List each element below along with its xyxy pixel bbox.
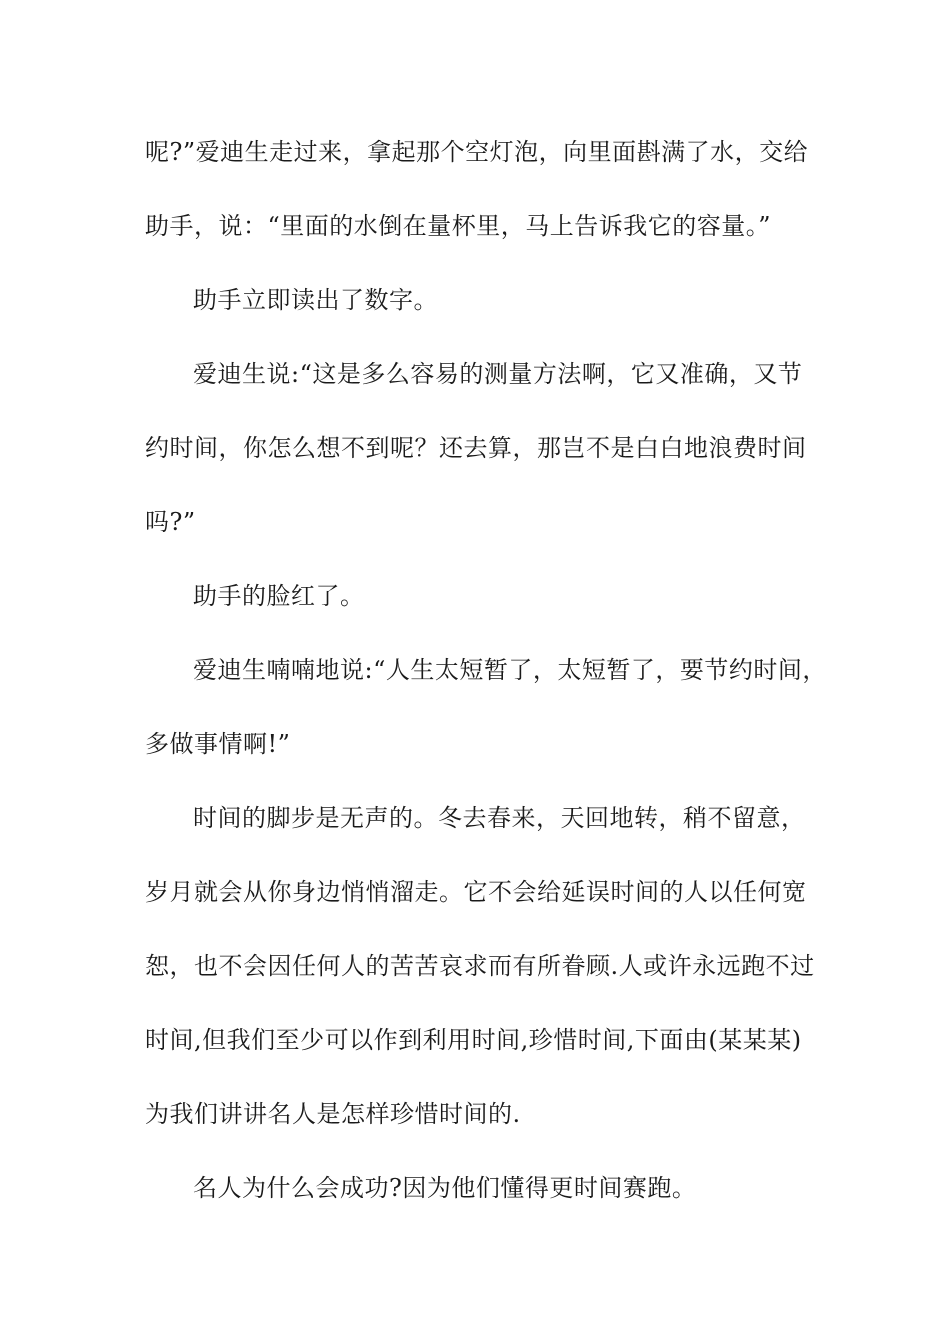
- text-line-13: 时间,但我们至少可以作到利用时间,珍惜时间,下面由(某某某): [145, 1026, 802, 1054]
- text-line-2: 助手，说：“里面的水倒在量杯里，马上告诉我它的容量。”: [145, 212, 772, 240]
- paragraph-line-15: 名人为什么会成功?因为他们懂得更时间赛跑。: [193, 1174, 697, 1202]
- text-line-9: 多做事情啊!”: [145, 730, 291, 758]
- paragraph-line-7: 助手的脸红了。: [193, 582, 365, 610]
- paragraph-line-8: 爱迪生喃喃地说:“人生太短暂了，太短暂了，要节约时间，: [193, 656, 827, 684]
- paragraph-line-10: 时间的脚步是无声的。冬去春来，天回地转，稍不留意，: [193, 804, 806, 832]
- paragraph-line-3: 助手立即读出了数字。: [193, 286, 438, 314]
- paragraph-line-4: 爱迪生说:“这是多么容易的测量方法啊，它又准确，又节: [193, 360, 803, 388]
- text-line-11: 岁月就会从你身边悄悄溜走。它不会给延误时间的人以任何宽: [145, 878, 807, 906]
- text-line-1: 呢?”爱迪生走过来，拿起那个空灯泡，向里面斟满了水，交给: [145, 138, 809, 166]
- text-line-14: 为我们讲讲名人是怎样珍惜时间的.: [145, 1100, 521, 1128]
- text-line-12: 恕，也不会因任何人的苦苦哀求而有所眷顾.人或许永远跑不过: [145, 952, 815, 980]
- text-line-5: 约时间，你怎么想不到呢？还去算，那岂不是白白地浪费时间: [145, 434, 807, 462]
- text-line-6: 吗?”: [145, 508, 196, 536]
